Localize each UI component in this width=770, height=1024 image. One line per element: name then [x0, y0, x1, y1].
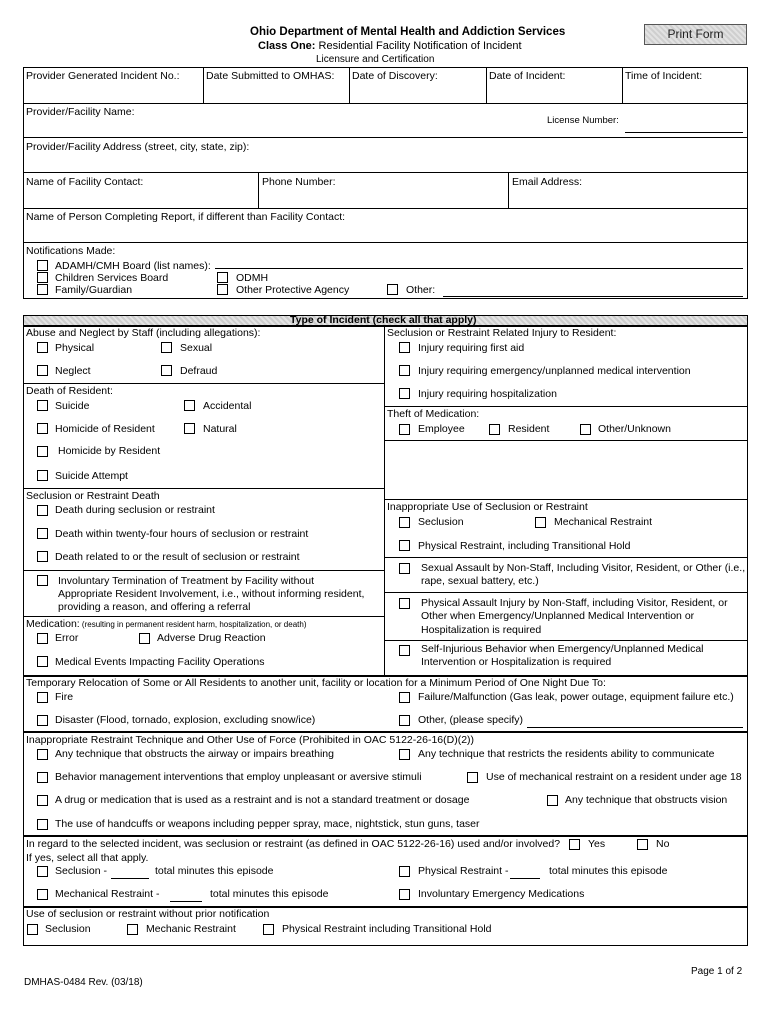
natural-label: Natural — [203, 423, 237, 435]
vision-label: Any technique that obstructs vision — [565, 794, 728, 806]
handcuffs-label: The use of handcuffs or weapons including pepper spray, mace, nightstick, stun guns, taser — [55, 818, 480, 830]
sexual-assault-line2: rape, sexual battery, etc.) — [421, 575, 539, 587]
adverse-label: Adverse Drug Reaction — [157, 632, 266, 644]
relocation-header: Temporary Relocation of Some or All Residents to another unit, facility or location for a Minimum Period of One Night Due To: — [26, 677, 606, 689]
suicide-attempt-label: Suicide Attempt — [55, 470, 128, 482]
sexual-abuse-label: Sexual — [180, 342, 213, 354]
homicide-of-label: Homicide of Resident — [55, 423, 155, 435]
medication-header — [26, 618, 307, 630]
error-label: Error — [55, 632, 79, 644]
notifications-label: Notifications Made: — [26, 245, 116, 257]
form-title: Ohio Department of Mental Health and Addiction Services — [250, 26, 566, 38]
sr-death-2-checkbox[interactable] — [37, 528, 48, 539]
license-number-label: License Number: — [547, 115, 619, 126]
sexual-abuse-checkbox[interactable] — [161, 342, 172, 353]
prior-mechanic-label: Mechanic Restraint — [146, 923, 236, 935]
subtitle-class: Class One: — [258, 40, 316, 52]
regard-involuntary-checkbox[interactable] — [399, 889, 410, 900]
other-agency-checkbox[interactable] — [217, 284, 228, 295]
inapp-seclusion-label: Seclusion — [418, 516, 464, 528]
facility-name-label: Provider/Facility Name: — [26, 106, 135, 118]
medication-note: (resulting in permanent resident harm, hospitalization, or death) — [79, 620, 307, 629]
behavior-checkbox[interactable] — [37, 772, 48, 783]
prior-seclusion-label: Seclusion — [45, 923, 91, 935]
communicate-checkbox[interactable] — [399, 749, 410, 760]
prior-seclusion-checkbox[interactable] — [27, 924, 38, 935]
disaster-checkbox[interactable] — [37, 715, 48, 726]
date-incident-label: Date of Incident: — [489, 70, 566, 82]
facility-address-label: Provider/Facility Address (street, city, state, zip): — [26, 141, 250, 153]
inapp-seclusion-checkbox[interactable] — [399, 517, 410, 528]
theft-header: Theft of Medication: — [387, 408, 480, 420]
natural-checkbox[interactable] — [184, 423, 195, 434]
failure-label: Failure/Malfunction (Gas leak, power outage, equipment failure etc.) — [418, 691, 734, 703]
employee-label: Employee — [418, 423, 465, 435]
homicide-by-checkbox[interactable] — [37, 446, 48, 457]
sr-death-1-label: Death during seclusion or restraint — [55, 504, 215, 516]
adverse-checkbox[interactable] — [139, 633, 150, 644]
physical-total-label: total minutes this episode — [549, 865, 668, 877]
relocation-other-label: Other, (please specify) — [418, 714, 524, 726]
regard-mechanical-label: Mechanical Restraint - — [55, 888, 160, 900]
regard-physical-checkbox[interactable] — [399, 866, 410, 877]
med-events-checkbox[interactable] — [37, 656, 48, 667]
seclusion-total-label: total minutes this episode — [155, 865, 274, 877]
self-injurious-line2: Intervention or Hospitalization is required — [421, 656, 612, 668]
odmh-label: ODMH — [236, 272, 269, 284]
notif-other-checkbox[interactable] — [387, 284, 398, 295]
failure-checkbox[interactable] — [399, 692, 410, 703]
first-aid-checkbox[interactable] — [399, 342, 410, 353]
regard-question: In regard to the selected incident, was seclusion or restraint (as defined in OAC 5122-26-16) used and/or involved? — [26, 838, 561, 850]
involuntary-termination-line3: providing a reason, and offering a referral — [58, 601, 251, 613]
physical-assault-line2: Other when Emergency/Unplanned Medical Intervention or — [421, 610, 695, 622]
under18-checkbox[interactable] — [467, 772, 478, 783]
relocation-other-checkbox[interactable] — [399, 715, 410, 726]
suicide-label: Suicide — [55, 400, 90, 412]
resident-theft-label: Resident — [508, 423, 550, 435]
accidental-label: Accidental — [203, 400, 252, 412]
hospitalization-label: Injury requiring hospitalization — [418, 388, 557, 400]
employee-checkbox[interactable] — [399, 424, 410, 435]
physical-assault-line3: Hospitalization is required — [421, 624, 542, 636]
physical-abuse-label: Physical — [55, 342, 95, 354]
sr-death-3-label: Death related to or the result of seclusion or restraint — [55, 551, 300, 563]
involuntary-termination-line1: Involuntary Termination of Treatment by Facility without — [58, 575, 315, 587]
other-unknown-checkbox[interactable] — [580, 424, 591, 435]
subtitle-rest: Residential Facility Notification of Incident — [315, 40, 522, 52]
drug-restraint-label: A drug or medication that is used as a restraint and is not a standard treatment or dosage — [55, 794, 470, 806]
email-label: Email Address: — [512, 176, 583, 188]
regard-yes-label: Yes — [588, 838, 606, 850]
under18-label: Use of mechanical restraint on a resident under age 18 — [486, 771, 742, 783]
notif-other-label: Other: — [406, 284, 436, 296]
suicide-checkbox[interactable] — [37, 400, 48, 411]
prior-physical-checkbox[interactable] — [263, 924, 274, 935]
if-yes-label: If yes, select all that apply. — [26, 852, 149, 864]
self-injurious-checkbox[interactable] — [399, 645, 410, 656]
form-subtitle — [258, 40, 522, 53]
sr-injury-header: Seclusion or Restraint Related Injury to Resident: — [387, 327, 617, 339]
page-number: Page 1 of 2 — [691, 966, 743, 977]
prior-physical-label: Physical Restraint including Transitional Hold — [282, 923, 492, 935]
death-header: Death of Resident: — [26, 385, 113, 397]
med-events-label: Medical Events Impacting Facility Operations — [55, 656, 265, 668]
inapp-mechanical-label: Mechanical Restraint — [554, 516, 653, 528]
adamh-names-field[interactable] — [215, 268, 743, 269]
prior-mechanic-checkbox[interactable] — [127, 924, 138, 935]
inapp-physical-checkbox[interactable] — [399, 540, 410, 551]
restraint-tech-header: Inappropriate Restraint Technique and Other Use of Force (Prohibited in OAC 5122-26-16(D)(2)) — [26, 734, 475, 746]
sr-death-header: Seclusion or Restraint Death — [26, 490, 160, 502]
other-unknown-label: Other/Unknown — [598, 423, 671, 435]
family-label: Family/Guardian — [55, 284, 133, 296]
physical-assault-line1: Physical Assault Injury by Non-Staff, including Visitor, Resident, or — [421, 597, 728, 609]
facility-contact-label: Name of Facility Contact: — [26, 176, 144, 188]
regard-seclusion-checkbox[interactable] — [37, 866, 48, 877]
regard-no-checkbox[interactable] — [637, 839, 648, 850]
inapp-mechanical-checkbox[interactable] — [535, 517, 546, 528]
csb-checkbox[interactable] — [37, 272, 48, 283]
regard-involuntary-label: Involuntary Emergency Medications — [418, 888, 585, 900]
involuntary-termination-line2: Appropriate Resident Involvement, i.e., without informing resident, — [58, 588, 365, 600]
physical-abuse-checkbox[interactable] — [37, 342, 48, 353]
neglect-checkbox[interactable] — [37, 365, 48, 376]
homicide-by-label: Homicide by Resident — [58, 445, 161, 457]
csb-label: Children Services Board — [55, 272, 169, 284]
airway-checkbox[interactable] — [37, 749, 48, 760]
defraud-checkbox[interactable] — [161, 365, 172, 376]
form-id: DMHAS-0484 Rev. (03/18) — [24, 977, 143, 988]
inappropriate-header: Inappropriate Use of Seclusion or Restraint — [387, 501, 588, 513]
seclusion-minutes-field[interactable] — [111, 878, 149, 879]
sr-death-3-checkbox[interactable] — [37, 551, 48, 562]
odmh-checkbox[interactable] — [217, 272, 228, 283]
adamh-label: ADAMH/CMH Board (list names): — [55, 260, 211, 272]
regard-physical-label: Physical Restraint - — [418, 865, 509, 877]
homicide-of-checkbox[interactable] — [37, 423, 48, 434]
family-checkbox[interactable] — [37, 284, 48, 295]
emergency-checkbox[interactable] — [399, 365, 410, 376]
regard-no-label: No — [656, 838, 670, 850]
behavior-label: Behavior management interventions that employ unpleasant or aversive stimuli — [55, 771, 422, 783]
person-completing-label: Name of Person Completing Report, if different than Facility Contact: — [26, 211, 346, 223]
defraud-label: Defraud — [180, 365, 218, 377]
notif-other-field[interactable] — [443, 296, 743, 297]
sexual-assault-checkbox[interactable] — [399, 563, 410, 574]
type-of-incident-heading: Type of Incident (check all that apply) — [290, 314, 477, 326]
time-incident-label: Time of Incident: — [625, 70, 703, 82]
fire-checkbox[interactable] — [37, 692, 48, 703]
date-discovery-label: Date of Discovery: — [352, 70, 438, 82]
disaster-label: Disaster (Flood, tornado, explosion, excluding snow/ice) — [55, 714, 316, 726]
error-checkbox[interactable] — [37, 633, 48, 644]
inapp-physical-label: Physical Restraint, including Transitional Hold — [418, 540, 631, 552]
abuse-header: Abuse and Neglect by Staff (including allegations): — [26, 327, 261, 339]
handcuffs-checkbox[interactable] — [37, 819, 48, 830]
self-injurious-line1: Self-Injurious Behavior when Emergency/Unplanned Medical — [421, 643, 704, 655]
license-number-field[interactable] — [625, 132, 743, 133]
print-form-button[interactable]: Print Form — [644, 24, 747, 45]
airway-label: Any technique that obstructs the airway or impairs breathing — [55, 748, 334, 760]
provider-incident-no-label: Provider Generated Incident No.: — [26, 70, 180, 82]
medication-title: Medication: — [26, 618, 80, 630]
mechanical-total-label: total minutes this episode — [210, 888, 329, 900]
regard-mechanical-checkbox[interactable] — [37, 889, 48, 900]
sr-death-2-label: Death within twenty-four hours of seclusion or restraint — [55, 528, 309, 540]
adamh-checkbox[interactable] — [37, 260, 48, 271]
first-aid-label: Injury requiring first aid — [418, 342, 525, 354]
regard-seclusion-label: Seclusion - — [55, 865, 107, 877]
other-agency-label: Other Protective Agency — [236, 284, 350, 296]
relocation-other-field[interactable] — [527, 727, 743, 728]
communicate-label: Any technique that restricts the residents ability to communicate — [418, 748, 715, 760]
date-submitted-label: Date Submitted to OMHAS: — [206, 70, 335, 82]
physical-minutes-field[interactable] — [510, 878, 540, 879]
drug-restraint-checkbox[interactable] — [37, 795, 48, 806]
mechanical-minutes-field[interactable] — [170, 901, 202, 902]
regard-yes-checkbox[interactable] — [569, 839, 580, 850]
phone-label: Phone Number: — [262, 176, 336, 188]
sr-death-1-checkbox[interactable] — [37, 505, 48, 516]
accidental-checkbox[interactable] — [184, 400, 195, 411]
fire-label: Fire — [55, 691, 74, 703]
involuntary-termination-checkbox[interactable] — [37, 575, 48, 586]
prior-header: Use of seclusion or restraint without prior notification — [26, 908, 270, 920]
division-label: Licensure and Certification — [316, 54, 435, 65]
resident-theft-checkbox[interactable] — [489, 424, 500, 435]
emergency-label: Injury requiring emergency/unplanned medical intervention — [418, 365, 691, 377]
vision-checkbox[interactable] — [547, 795, 558, 806]
neglect-label: Neglect — [55, 365, 91, 377]
hospitalization-checkbox[interactable] — [399, 388, 410, 399]
suicide-attempt-checkbox[interactable] — [37, 470, 48, 481]
sexual-assault-line1: Sexual Assault by Non-Staff, Including Visitor, Resident, or Other (i.e., — [421, 562, 746, 574]
physical-assault-checkbox[interactable] — [399, 598, 410, 609]
